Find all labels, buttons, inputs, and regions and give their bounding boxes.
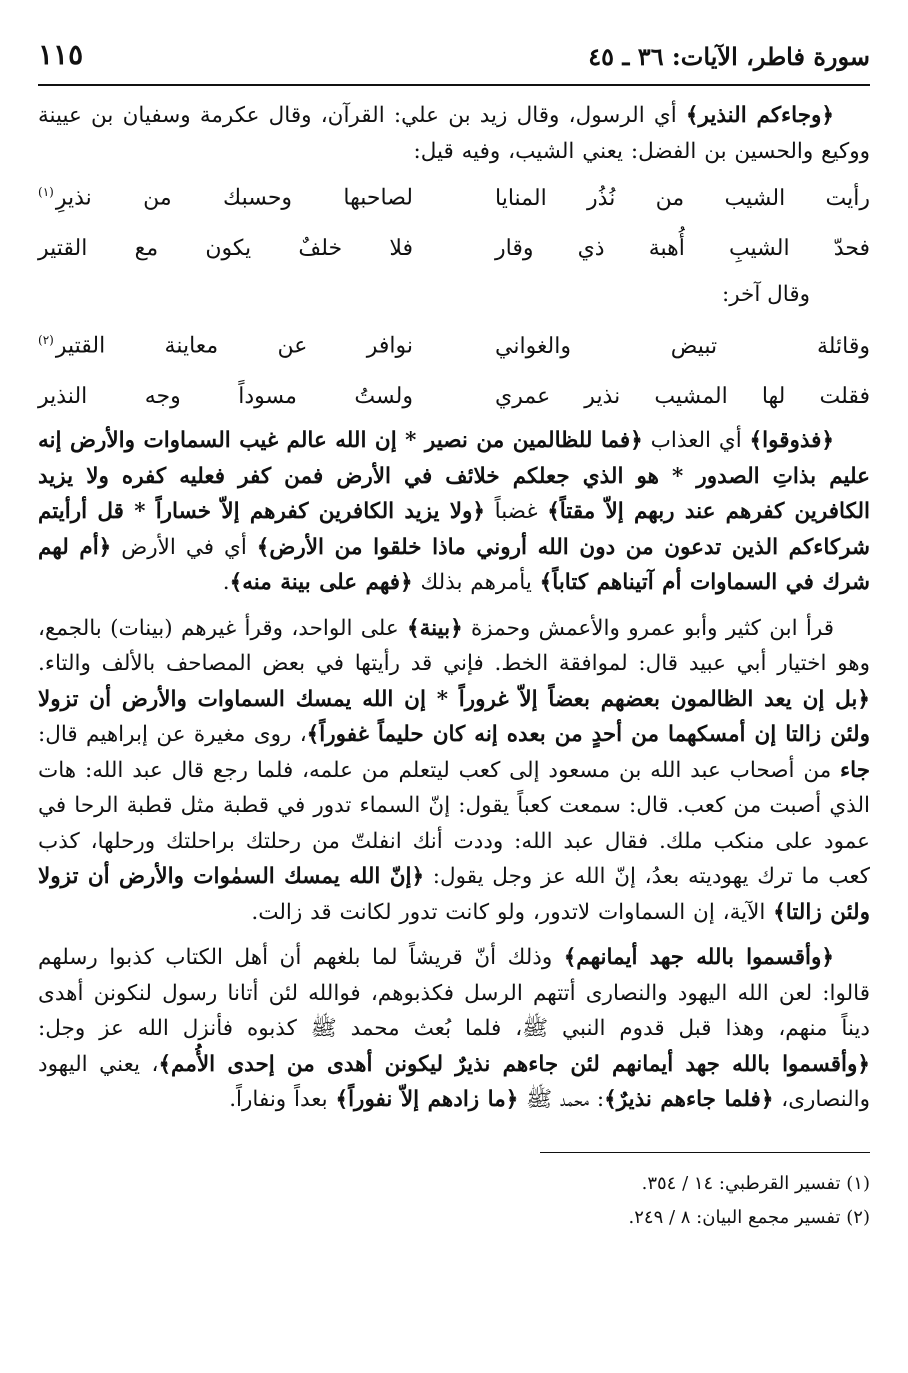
paragraph-2	[38, 423, 870, 601]
poem-1	[38, 173, 870, 273]
footnote-item	[38, 1201, 870, 1235]
poem-verse	[38, 321, 870, 371]
poem-intro: وقال آخر:	[721, 282, 810, 307]
quran-quote: ﴿فما للظالمين من نصير * إن الله عالم غيب السماوات والأرض إنه عليم بذاتِ الصدور * هو الذي جعلكم خلائف في الأرض فمن كفر فعليه كفره ولا يزيد الكافرين كفرهم عند ربهم إلاّ مقتاً﴾	[38, 428, 870, 524]
page-header	[38, 30, 870, 86]
quran-quote: ﴿وجاءكم النذير﴾	[685, 103, 834, 128]
quran-quote: ﴿أم لهم شرك في السماوات أم آتيناهم كتاباً﴾	[38, 534, 870, 595]
quran-quote: ﴿إنّ الله يمسك السمٰوات والأرض أن تزولا ولئن زالتا﴾	[38, 864, 870, 925]
poem-verse	[38, 371, 870, 421]
paragraph-text: الآية، إن السماوات لاتدور، ولو كانت تدور لكانت قد زالت.	[251, 899, 774, 925]
paragraph-text: ، روى مغيرة عن إبراهيم قال:	[38, 722, 307, 747]
paragraph-text: : محمد ﷺ	[518, 1087, 605, 1112]
footnote-marker: (١)	[38, 185, 54, 200]
paragraph-text: بعداً ونفاراً.	[229, 1087, 336, 1112]
paragraph-3	[38, 611, 870, 931]
footnote-divider	[540, 1152, 870, 1153]
running-title: سورة فاطر، الآيات: ٣٦ ـ ٤٥	[588, 42, 870, 71]
quran-quote: ﴿فذوقوا﴾	[749, 428, 835, 453]
verse-second-hemistich	[38, 185, 413, 210]
paragraph-text: من أصحاب عبد الله بن مسعود إلى كعب ليتعلم من علمه، فلما رجع قال عبد الله: هات الذي أصبت من كعب. قال: سمعت كعباً يقول: إنّ السماء تدور في قطبة مثل قطبة الرحا في عمود على منكب ملك. فقال عبد الله: وددت أنك انفلتّ من رحلتك براحلتك ورحلها، كذب كعب ما ترك يهوديته بعدُ، إنّ الله عز وجل يقول:	[38, 757, 870, 889]
paragraph-text: أي في الأرض	[111, 534, 257, 560]
poem-2	[38, 321, 870, 421]
poem-verse	[38, 223, 870, 273]
hemistich-text: نوافر عن معاينة القتير	[55, 333, 413, 359]
verse-first-hemistich: فحدّ الشيبِ أُهبة ذي وقار	[495, 235, 870, 261]
paragraph-text: .	[222, 570, 230, 595]
hemistich-text: لصاحبها وحسبك من نذيرِ	[55, 185, 413, 211]
footnote-item	[38, 1167, 870, 1201]
footnotes	[38, 1167, 870, 1235]
quran-quote: ﴿بل إن يعد الظالمون بعضهم بعضاً إلاّ غروراً * إن الله يمسك السماوات والأرض أن تزولا ولئن زالتا إن أمسكهما من أحدٍ من بعده إنه كان حليماً غفوراً﴾	[38, 686, 870, 747]
verse-second-hemistich: فلا خلفٌ يكون مع القتير	[38, 235, 413, 261]
quran-quote: ﴿فهم على بينة منه﴾	[229, 570, 413, 595]
quran-quote: ﴿ولا يزيد الكافرين كفرهم إلاّ خساراً * قل أرأيتم شركاءكم الذين تدعون من دون الله أروني ماذا خلقوا من الأرض﴾	[38, 499, 870, 560]
paragraph-text: قرأ ابن كثير وأبو عمرو والأعمش وحمزة	[462, 615, 834, 641]
footnote-number: (١)	[846, 1172, 870, 1194]
verse-first-hemistich: رأيت الشيب من نُذُر المنايا	[495, 185, 870, 211]
verse-second-hemistich: ولستُ مسوداً وجه النذير	[38, 383, 413, 409]
page-number: ١١٥	[38, 38, 84, 71]
book-page	[38, 30, 870, 1235]
quran-quote: ﴿بينة﴾	[407, 615, 463, 641]
footnote-marker: (٢)	[38, 333, 54, 348]
paragraph-text: على الواحد، وقرأ غيرهم (بينات) بالجمع، وهو اختيار أبي عبيد قال: لموافقة الخط. فإني قد رأيتها في بعض المصاحف بالألف والتاء.	[38, 615, 870, 676]
verse-first-hemistich: فقلت لها المشيب نذير عمري	[495, 383, 870, 409]
verse-second-hemistich	[38, 333, 413, 358]
paragraph-text: ، يعني اليهود والنصارى،	[38, 1051, 870, 1112]
footnote-text: تفسير القرطبي: ١٤ / ٣٥٤.	[641, 1172, 841, 1194]
quran-quote: ﴿فلما جاءهم نذيرٌ﴾	[604, 1087, 774, 1112]
quran-quote: ﴿ما زادهم إلاّ نفوراً﴾	[335, 1087, 519, 1112]
poem-verse	[38, 173, 870, 223]
paragraph-text: يأمرهم بذلك	[412, 570, 540, 595]
paragraph-4	[38, 940, 870, 1118]
quran-quote: ﴿وأقسموا بالله جهد أيمانهم﴾	[563, 945, 834, 970]
quran-quote: ﴿وأقسموا بالله جهد أيمانهم لئن جاءهم نذيرٌ ليكونن أهدى من إحدى الأُمم﴾	[158, 1051, 870, 1077]
paragraph-text: وذلك أنّ قريشاً لما بلغهم أن أهل الكتاب كذبوا رسلهم قالوا: لعن الله اليهود والنصارى أتتهم الرسل فكذبوهم، فوالله لئن أتانا رسول لنكونن أهدى ديناً منهم، وهذا قبل قدوم النبي ﷺ، فلما بُعث محمد ﷺ كذبوه فأنزل الله عز وجل:	[38, 945, 870, 1041]
emphasis-word: جاء	[840, 757, 870, 783]
footnote-text: تفسير مجمع البيان: ٨ / ٢٤٩.	[628, 1206, 841, 1228]
paragraph-text: أي العذاب	[642, 428, 750, 453]
paragraph-1	[38, 98, 870, 169]
paragraph-text: غضباً	[485, 499, 548, 524]
footnote-number: (٢)	[846, 1206, 870, 1228]
paragraph-text: أي الرسول، وقال زيد بن علي: القرآن، وقال عكرمة وسفيان بن عيينة ووكيع والحسين بن الفضل: يعني الشيب، وفيه قيل:	[38, 103, 870, 164]
verse-first-hemistich: وقائلة تبيض والغواني	[495, 333, 870, 359]
